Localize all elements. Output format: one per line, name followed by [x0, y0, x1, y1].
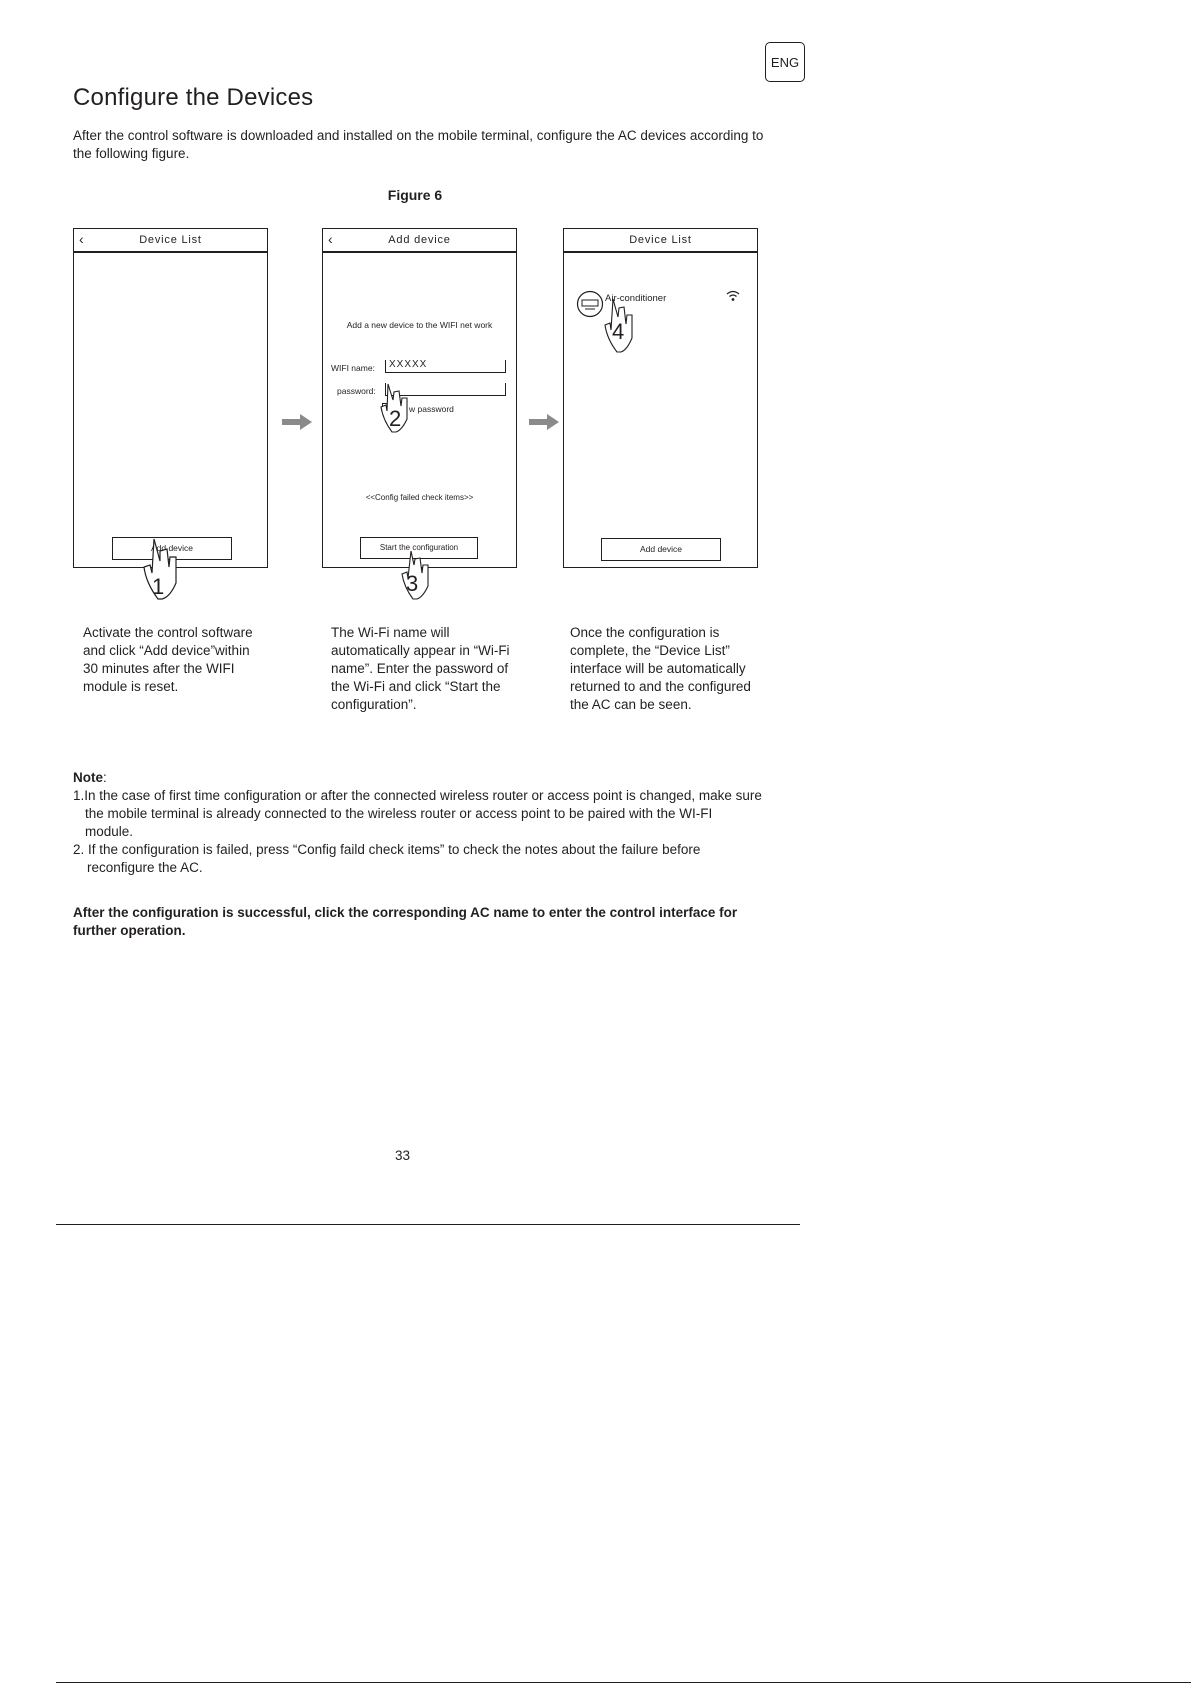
add-device-prompt: Add a new device to the WIFI net work	[346, 320, 493, 330]
wifi-name-label: WIFI name:	[331, 363, 375, 373]
note-block	[73, 769, 763, 877]
step-number-4: 4	[612, 319, 625, 344]
step-number-3: 3	[406, 571, 419, 596]
screen-add-device	[322, 228, 517, 568]
page-title: Configure the Devices	[73, 84, 314, 111]
arrow-right-icon	[282, 414, 312, 430]
language-badge: ENG	[765, 42, 805, 82]
screen-header	[323, 229, 516, 253]
step-number-1: 1	[152, 574, 165, 599]
step-number-2: 2	[389, 406, 402, 431]
config-failed-check-items-link[interactable]: <<Config failed check items>>	[365, 493, 474, 502]
figure-caption: Figure 6	[387, 187, 443, 203]
screen-header	[564, 229, 757, 253]
back-chevron-icon: ‹	[79, 231, 85, 247]
note-item-1: 1.In the case of first time configuration or after the connected wireless router or access point is changed, make sure the mobile terminal is already connected to the wireless router or access point to be paired with the WI-FI module.	[73, 788, 762, 839]
password-label: password:	[337, 386, 376, 396]
screen-title: Device List	[139, 234, 202, 246]
air-conditioner-icon	[576, 290, 604, 318]
add-device-button[interactable]: Add device	[601, 538, 721, 561]
step-caption-1: Activate the control software and click “Add device”within 30 minutes after the WIFI module is reset.	[83, 625, 253, 694]
note-label: Note	[73, 770, 103, 785]
note-item-2: 2. If the configuration is failed, press “Config faild check items” to check the notes about the failure before reconfigure the AC.	[73, 842, 701, 875]
step-caption-3: Once the configuration is complete, the “Device List” interface will be automatically returned to and the configured the AC can be seen.	[570, 625, 751, 712]
back-chevron-icon: ‹	[328, 231, 334, 247]
bottom-rule	[56, 1682, 1191, 1683]
device-item-air-conditioner[interactable]: Air-conditioner	[605, 293, 667, 304]
footer-rule	[56, 1224, 800, 1225]
add-device-button[interactable]: Add device	[112, 537, 232, 560]
screen-title: Add device	[388, 234, 451, 246]
arrow-right-icon	[529, 414, 559, 430]
show-password-label: w password	[409, 404, 454, 414]
step-caption-2: The Wi-Fi name will automatically appear in “Wi-Fi name”. Enter the password of the Wi-Fi and click “Start the configuration”.	[331, 625, 510, 712]
screen-title: Device List	[629, 234, 692, 246]
start-configuration-button[interactable]: Start the configuration	[360, 537, 478, 559]
screen-device-list-empty	[73, 228, 268, 568]
screen-header	[74, 229, 267, 253]
wifi-name-value: XXXXX	[389, 359, 428, 370]
intro-paragraph: After the control software is downloaded and installed on the mobile terminal, configure the AC devices according to the following figure.	[73, 128, 764, 161]
note-heading: Note:	[73, 770, 107, 785]
screen-device-list-configured	[563, 228, 758, 568]
hand-pointer-icon	[140, 537, 190, 609]
wifi-signal-icon	[726, 290, 740, 302]
page-number: 33	[394, 1148, 411, 1163]
final-instruction: After the configuration is successful, click the corresponding AC name to enter the control interface for further operation.	[73, 905, 738, 938]
